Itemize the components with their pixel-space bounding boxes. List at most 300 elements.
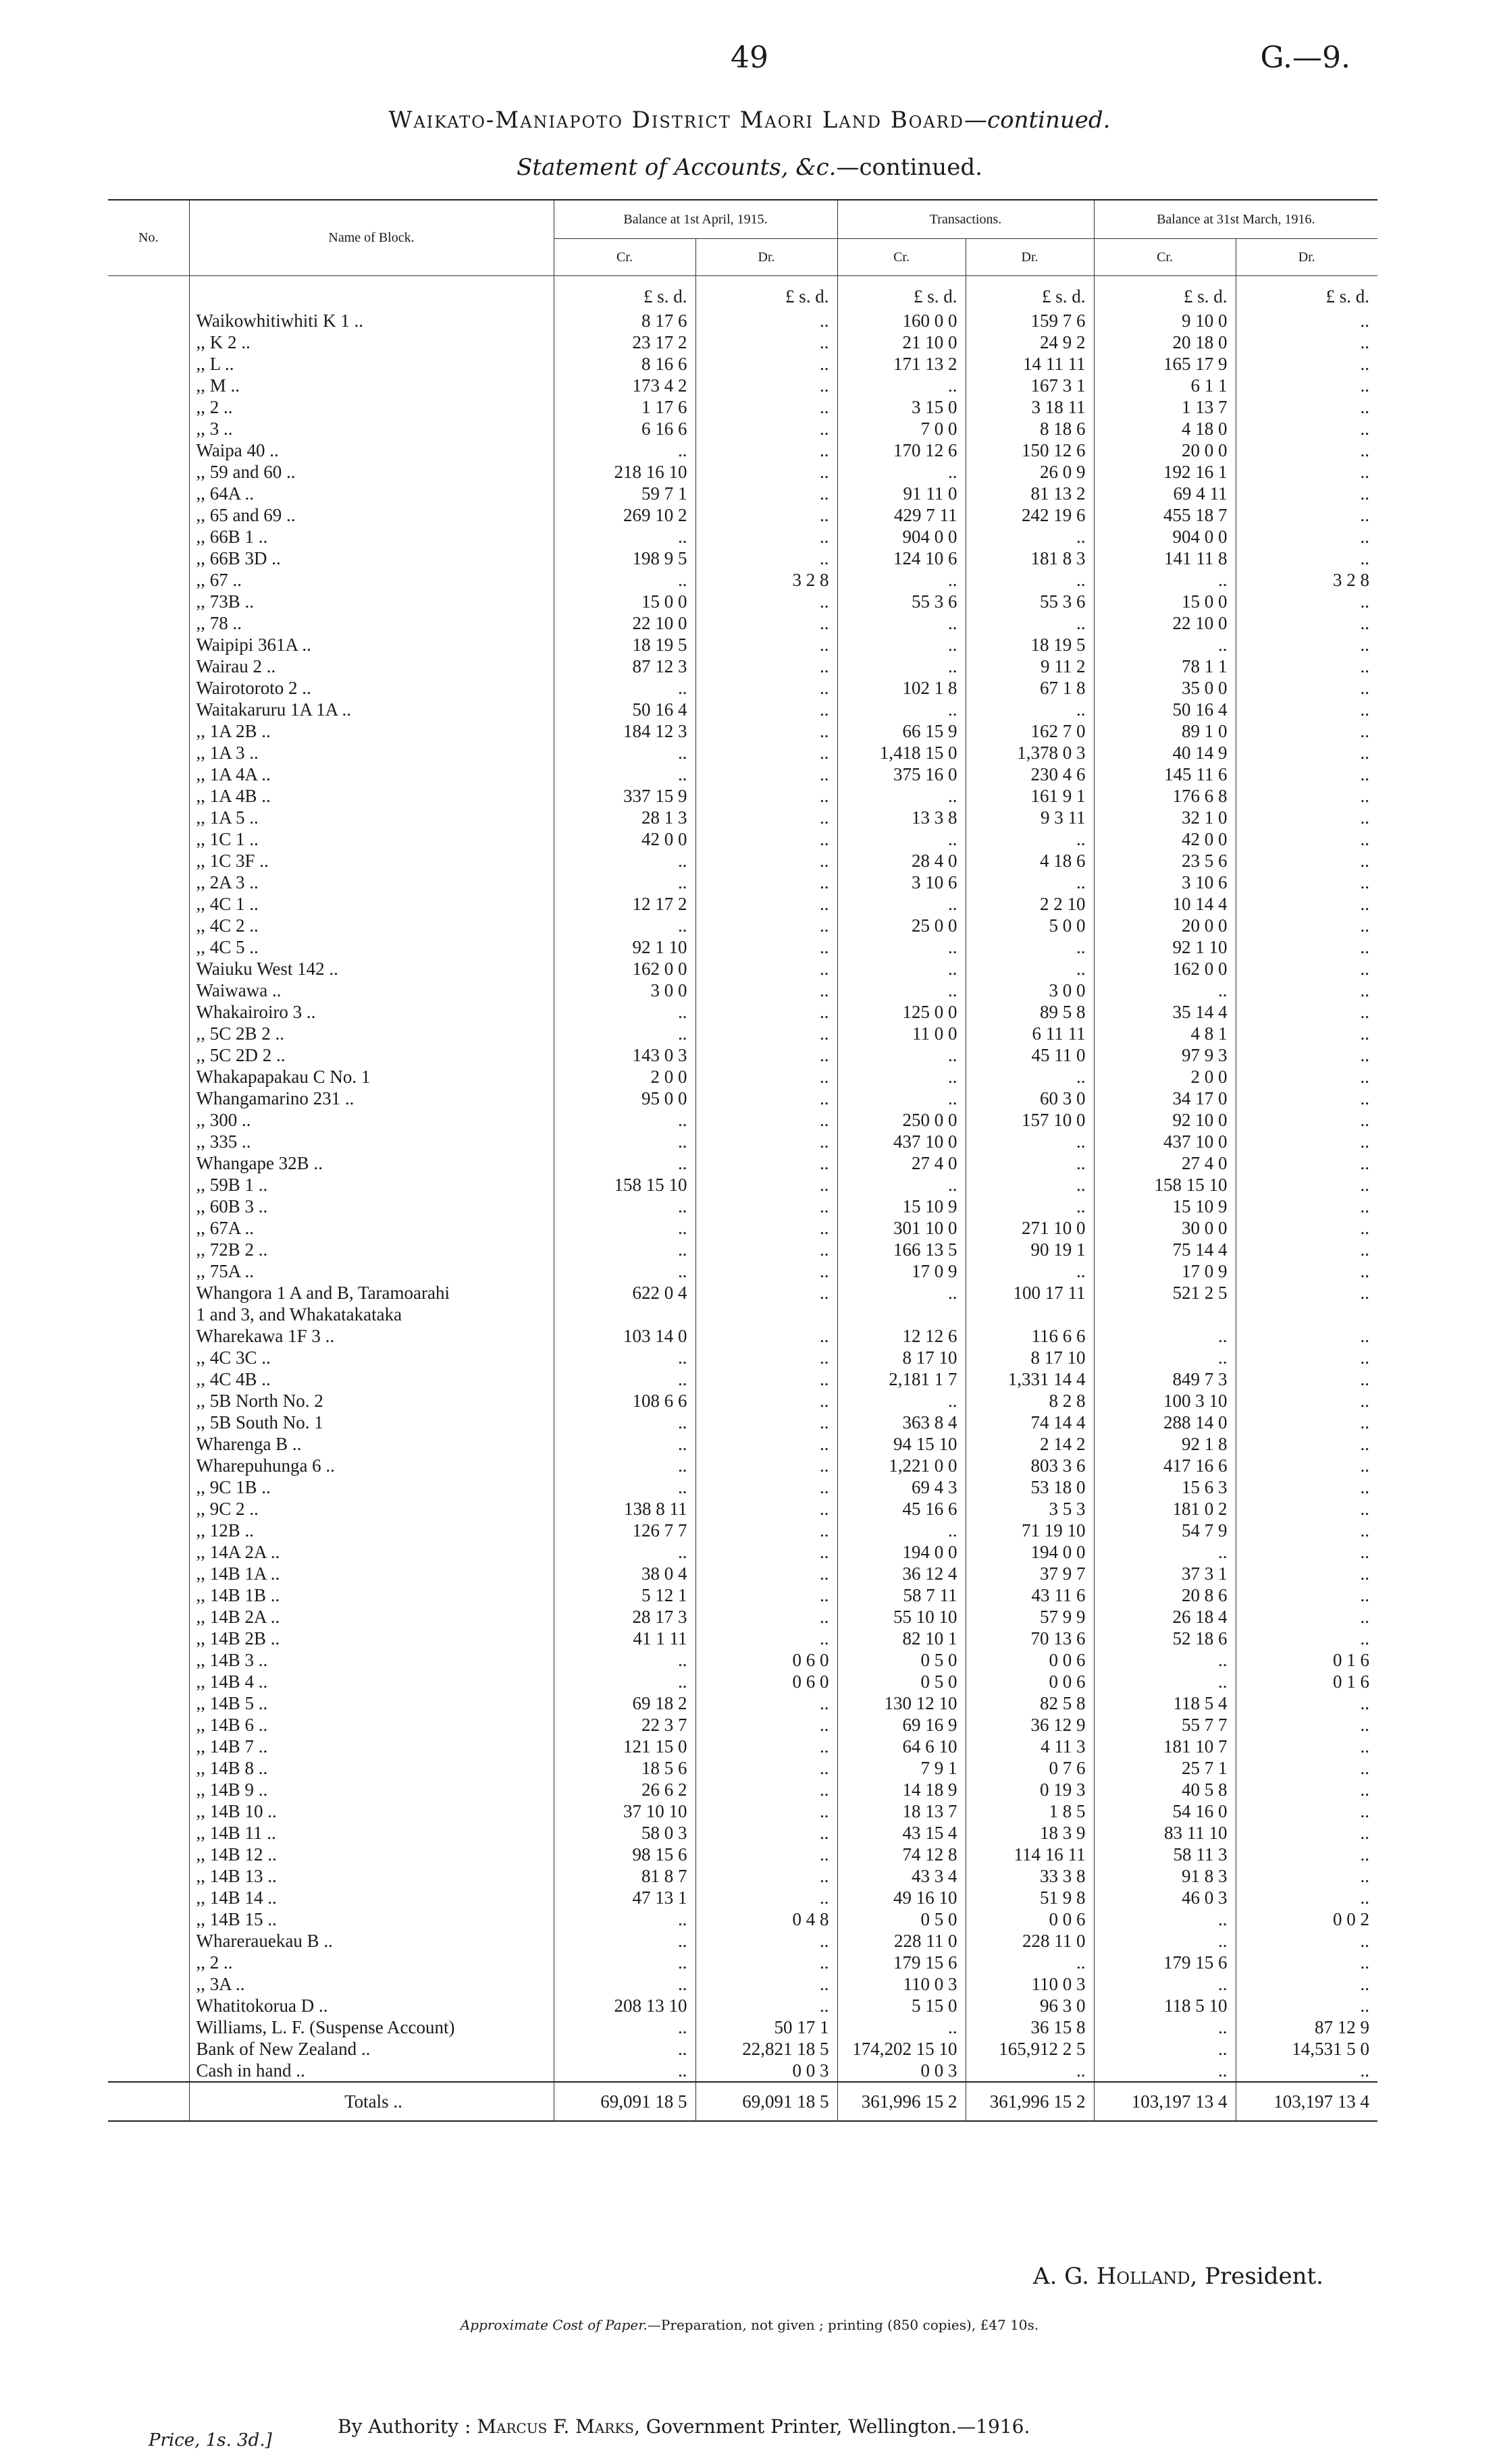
balance-1915-cr: 81 8 7 <box>554 1865 695 1887</box>
row-number-cell <box>108 1217 189 1239</box>
balance-1916-dr: .. <box>1360 1844 1370 1865</box>
balance-1916-dr: 87 12 9 <box>1315 2017 1370 2037</box>
balance-1915-cr: 41 1 11 <box>554 1628 695 1649</box>
block-name: ,, 14B 4 .. <box>189 1671 554 1692</box>
table-row <box>108 1131 1377 1152</box>
balance-1916-cr: 42 0 0 <box>1094 828 1236 850</box>
table-row <box>108 1001 1377 1023</box>
balance-1916-dr: .. <box>1360 1391 1370 1411</box>
balance-1916-dr: .. <box>1360 548 1370 568</box>
block-name: Wairau 2 .. <box>189 655 554 677</box>
balance-1916-dr: .. <box>1360 1736 1370 1757</box>
balance-1916-dr: .. <box>1360 1002 1370 1022</box>
header-1915-cr: Cr. <box>554 239 695 276</box>
row-number-cell <box>108 1757 189 1779</box>
row-number-cell <box>108 764 189 785</box>
balance-1915-dr: .. <box>695 1001 837 1023</box>
table-row <box>108 461 1377 483</box>
balance-1916-cr: 437 10 0 <box>1094 1131 1236 1152</box>
transactions-cr: 1,221 0 0 <box>837 1455 966 1476</box>
balance-1915-cr: .. <box>554 2016 695 2038</box>
table-row <box>108 1023 1377 1044</box>
row-number-cell <box>108 1541 189 1563</box>
block-name: ,, 4C 5 .. <box>189 936 554 958</box>
transactions-cr: 82 10 1 <box>837 1628 966 1649</box>
transactions-dr: 165,912 2 5 <box>966 2038 1094 2060</box>
block-name: Wharekawa 1F 3 .. <box>189 1325 554 1347</box>
transactions-dr: 9 3 11 <box>966 807 1094 828</box>
total-1916-dr: 103,197 13 4 <box>1236 2082 1377 2121</box>
balance-1915-cr: .. <box>554 1260 695 1282</box>
transactions-dr: 2 2 10 <box>966 893 1094 915</box>
total-trans-cr: 361,996 15 2 <box>837 2082 966 2121</box>
row-number-cell <box>108 634 189 655</box>
balance-1915-dr: .. <box>695 1973 837 1995</box>
balance-1916-dr: .. <box>1360 786 1370 806</box>
balance-1915-cr: .. <box>554 915 695 936</box>
header-1916-cr: Cr. <box>1094 239 1236 276</box>
transactions-cr: 2,181 1 7 <box>837 1368 966 1390</box>
balance-1915-dr: .. <box>695 915 837 936</box>
balance-1915-dr: .. <box>695 1368 837 1390</box>
balance-1915-dr: .. <box>695 1822 837 1844</box>
balance-1915-dr: 0 0 3 <box>695 2060 837 2082</box>
balance-1916-dr: .. <box>1360 851 1370 871</box>
block-name: Williams, L. F. (Suspense Account) <box>189 2016 554 2038</box>
row-number-cell <box>108 1865 189 1887</box>
block-name: ,, 14B 6 .. <box>189 1714 554 1736</box>
block-name: ,, 67A .. <box>189 1217 554 1239</box>
block-name: ,, 78 .. <box>189 612 554 634</box>
block-name: ,, 14B 2A .. <box>189 1606 554 1628</box>
transactions-cr: 170 12 6 <box>837 439 966 461</box>
block-name: ,, 14B 15 .. <box>189 1908 554 1930</box>
row-number-cell <box>108 1671 189 1692</box>
balance-1915-cr: .. <box>554 1217 695 1239</box>
balance-1916-cr: 22 10 0 <box>1094 612 1236 634</box>
header-balance-1916: Balance at 31st March, 1916. <box>1094 200 1377 239</box>
balance-1916-cr: 26 18 4 <box>1094 1606 1236 1628</box>
row-number-cell <box>108 375 189 396</box>
balance-1916-dr <box>1236 1304 1377 1325</box>
balance-1915-dr: .. <box>695 634 837 655</box>
page-title <box>0 107 1499 134</box>
balance-1915-dr: .. <box>695 1433 837 1455</box>
balance-1915-dr: 50 17 1 <box>695 2016 837 2038</box>
transactions-cr: 7 0 0 <box>837 418 966 439</box>
cost-note-text: —Preparation, not given ; printing (850 copies), £47 10s. <box>647 2317 1039 2333</box>
row-number-cell <box>108 1584 189 1606</box>
transactions-cr: 179 15 6 <box>837 1952 966 1973</box>
table-row <box>108 1628 1377 1649</box>
balance-1916-cr: 52 18 6 <box>1094 1628 1236 1649</box>
table-row <box>108 1433 1377 1455</box>
table-row <box>108 1714 1377 1736</box>
president-title: , President. <box>1190 2263 1323 2290</box>
balance-1916-cr: .. <box>1094 1649 1236 1671</box>
transactions-dr: 51 9 8 <box>966 1887 1094 1908</box>
transactions-dr: 8 2 8 <box>966 1390 1094 1412</box>
row-number-cell <box>108 1412 189 1433</box>
balance-1916-cr: .. <box>1094 1541 1236 1563</box>
balance-1916-dr: .. <box>1360 1715 1370 1735</box>
row-number-cell <box>108 1800 189 1822</box>
table-row <box>108 1671 1377 1692</box>
table-row <box>108 699 1377 720</box>
balance-1916-dr: .. <box>1360 1779 1370 1800</box>
row-number-cell <box>108 742 189 764</box>
balance-1916-cr: 75 14 4 <box>1094 1239 1236 1260</box>
balance-1916-dr: .. <box>1360 764 1370 784</box>
row-number-cell <box>108 1476 189 1498</box>
balance-1916-dr: .. <box>1360 721 1370 741</box>
block-name: Whakairoiro 3 .. <box>189 1001 554 1023</box>
table-row <box>108 980 1377 1001</box>
balance-1915-cr: 58 0 3 <box>554 1822 695 1844</box>
table-row <box>108 1325 1377 1347</box>
table-row <box>108 915 1377 936</box>
row-number-cell <box>108 1023 189 1044</box>
transactions-cr: 28 4 0 <box>837 850 966 872</box>
balance-1915-cr: .. <box>554 1196 695 1217</box>
block-name: ,, 14B 9 .. <box>189 1779 554 1800</box>
balance-1915-dr: .. <box>695 1563 837 1584</box>
block-name: 1 and 3, and Whakatakataka <box>189 1304 554 1325</box>
balance-1916-dr: .. <box>1360 1455 1370 1476</box>
balance-1916-cr: 55 7 7 <box>1094 1714 1236 1736</box>
balance-1915-dr: .. <box>695 1628 837 1649</box>
balance-1916-cr: .. <box>1094 1325 1236 1347</box>
transactions-dr: 0 19 3 <box>966 1779 1094 1800</box>
balance-1916-dr: .. <box>1360 397 1370 417</box>
balance-1916-cr: 6 1 1 <box>1094 375 1236 396</box>
table-row <box>108 1649 1377 1671</box>
block-name: Waiuku West 142 .. <box>189 958 554 980</box>
balance-1916-dr: .. <box>1360 1801 1370 1821</box>
balance-1916-dr: .. <box>1360 1952 1370 1973</box>
table-row <box>108 1368 1377 1390</box>
balance-1915-cr: 50 16 4 <box>554 699 695 720</box>
block-name: ,, M .. <box>189 375 554 396</box>
transactions-dr: 96 3 0 <box>966 1995 1094 2016</box>
header-trans-cr: Cr. <box>837 239 966 276</box>
balance-1915-dr: .. <box>695 375 837 396</box>
balance-1915-dr: .. <box>695 1692 837 1714</box>
block-name: ,, L .. <box>189 353 554 375</box>
balance-1915-cr: .. <box>554 1455 695 1476</box>
balance-1916-dr: .. <box>1360 1369 1370 1389</box>
transactions-dr: 3 18 11 <box>966 396 1094 418</box>
transactions-dr: .. <box>966 828 1094 850</box>
balance-1916-cr: 904 0 0 <box>1094 526 1236 547</box>
transactions-cr: 171 13 2 <box>837 353 966 375</box>
transactions-cr: .. <box>837 936 966 958</box>
balance-1916-cr: .. <box>1094 2038 1236 2060</box>
block-name: ,, 14A 2A .. <box>189 1541 554 1563</box>
transactions-dr: .. <box>966 958 1094 980</box>
row-number-cell <box>108 1930 189 1952</box>
transactions-cr: .. <box>837 893 966 915</box>
table-row <box>108 591 1377 612</box>
balance-1915-cr: 38 0 4 <box>554 1563 695 1584</box>
balance-1916-dr: .. <box>1360 1542 1370 1562</box>
transactions-cr: 17 0 9 <box>837 1260 966 1282</box>
balance-1916-dr: 14,531 5 0 <box>1292 2039 1370 2059</box>
row-number-cell <box>108 1325 189 1347</box>
transactions-dr: 74 14 4 <box>966 1412 1094 1433</box>
block-name: Wharepuhunga 6 .. <box>189 1455 554 1476</box>
balance-1915-cr: .. <box>554 742 695 764</box>
balance-1915-dr: .. <box>695 958 837 980</box>
transactions-dr: 0 7 6 <box>966 1757 1094 1779</box>
subtitle-text: Statement of Accounts, &c. <box>517 154 837 181</box>
transactions-cr: 91 11 0 <box>837 483 966 504</box>
block-name: Wharenga B .. <box>189 1433 554 1455</box>
block-name: ,, 14B 7 .. <box>189 1736 554 1757</box>
units-label: £ s. d. <box>1094 276 1236 311</box>
row-number-cell <box>108 1001 189 1023</box>
block-name: Cash in hand .. <box>189 2060 554 2082</box>
balance-1915-dr: .. <box>695 504 837 526</box>
table-row <box>108 375 1377 396</box>
table-row <box>108 1520 1377 1541</box>
balance-1915-dr: .. <box>695 1174 837 1196</box>
table-row <box>108 677 1377 699</box>
balance-1915-dr: .. <box>695 1714 837 1736</box>
transactions-cr: 125 0 0 <box>837 1001 966 1023</box>
block-name: ,, 4C 1 .. <box>189 893 554 915</box>
balance-1916-dr: .. <box>1360 1110 1370 1130</box>
balance-1916-dr: .. <box>1360 1283 1370 1303</box>
balance-1916-dr: .. <box>1360 1218 1370 1238</box>
balance-1915-dr: .. <box>695 1088 837 1109</box>
transactions-dr: 81 13 2 <box>966 483 1094 504</box>
table-row <box>108 1736 1377 1757</box>
transactions-cr: 55 3 6 <box>837 591 966 612</box>
table-row <box>108 526 1377 547</box>
transactions-dr: 2 14 2 <box>966 1433 1094 1455</box>
balance-1916-cr: 40 5 8 <box>1094 1779 1236 1800</box>
balance-1916-cr: 9 10 0 <box>1094 310 1236 331</box>
balance-1915-cr: 47 13 1 <box>554 1887 695 1908</box>
row-number-cell <box>108 1736 189 1757</box>
balance-1916-cr: 91 8 3 <box>1094 1865 1236 1887</box>
table-row <box>108 1412 1377 1433</box>
transactions-dr: 6 11 11 <box>966 1023 1094 1044</box>
table-row <box>108 1109 1377 1131</box>
transactions-cr: 174,202 15 10 <box>837 2038 966 2060</box>
row-number-cell <box>108 612 189 634</box>
transactions-cr: .. <box>837 1174 966 1196</box>
balance-1916-dr: .. <box>1360 829 1370 849</box>
block-name: Wairotoroto 2 .. <box>189 677 554 699</box>
transactions-dr: 8 18 6 <box>966 418 1094 439</box>
block-name: ,, 65 and 69 .. <box>189 504 554 526</box>
row-number-cell <box>108 1714 189 1736</box>
transactions-dr: 8 17 10 <box>966 1347 1094 1368</box>
table-row <box>108 1152 1377 1174</box>
balance-1916-dr: .. <box>1360 1088 1370 1108</box>
transactions-dr: 24 9 2 <box>966 331 1094 353</box>
units-row <box>108 276 1377 311</box>
transactions-dr: 36 12 9 <box>966 1714 1094 1736</box>
table-row <box>108 1973 1377 1995</box>
block-name: ,, 3A .. <box>189 1973 554 1995</box>
block-name: ,, 3 .. <box>189 418 554 439</box>
balance-1915-dr: .. <box>695 1044 837 1066</box>
transactions-dr: 100 17 11 <box>966 1282 1094 1304</box>
balance-1916-cr: 30 0 0 <box>1094 1217 1236 1239</box>
block-name: ,, 5B North No. 2 <box>189 1390 554 1412</box>
balance-1915-cr: 158 15 10 <box>554 1174 695 1196</box>
block-name: Wharerauekau B .. <box>189 1930 554 1952</box>
table-row <box>108 483 1377 504</box>
balance-1916-cr: 20 0 0 <box>1094 915 1236 936</box>
balance-1915-dr: .. <box>695 1541 837 1563</box>
block-name: Whakapapakau C No. 1 <box>189 1066 554 1088</box>
transactions-cr: .. <box>837 569 966 591</box>
balance-1915-cr: 59 7 1 <box>554 483 695 504</box>
page-number: 49 <box>731 41 768 75</box>
transactions-dr: 161 9 1 <box>966 785 1094 807</box>
balance-1916-dr: 0 1 6 <box>1333 1650 1370 1670</box>
balance-1915-dr: .. <box>695 1995 837 2016</box>
block-name: ,, K 2 .. <box>189 331 554 353</box>
balance-1916-dr: .. <box>1360 1175 1370 1195</box>
block-name: ,, 14B 1A .. <box>189 1563 554 1584</box>
balance-1915-dr: .. <box>695 591 837 612</box>
balance-1916-cr: 20 8 6 <box>1094 1584 1236 1606</box>
transactions-dr: 242 19 6 <box>966 504 1094 526</box>
transactions-dr: 18 19 5 <box>966 634 1094 655</box>
balance-1915-dr: .. <box>695 1757 837 1779</box>
transactions-cr: 49 16 10 <box>837 1887 966 1908</box>
table-row <box>108 504 1377 526</box>
row-number-cell <box>108 1196 189 1217</box>
balance-1916-dr: .. <box>1360 2060 1370 2081</box>
balance-1915-cr: .. <box>554 1541 695 1563</box>
transactions-cr: 5 15 0 <box>837 1995 966 2016</box>
balance-1915-cr: .. <box>554 1930 695 1952</box>
president-signature <box>1033 2263 1323 2290</box>
balance-1916-dr: .. <box>1360 656 1370 676</box>
table-row <box>108 1822 1377 1844</box>
block-name: ,, 67 .. <box>189 569 554 591</box>
row-number-cell <box>108 461 189 483</box>
units-label: £ s. d. <box>837 276 966 311</box>
balance-1915-dr: .. <box>695 1260 837 1282</box>
transactions-dr: .. <box>966 1260 1094 1282</box>
row-number-cell <box>108 958 189 980</box>
balance-1916-cr: 58 11 3 <box>1094 1844 1236 1865</box>
balance-1916-cr: 10 14 4 <box>1094 893 1236 915</box>
transactions-cr: .. <box>837 1390 966 1412</box>
transactions-dr: .. <box>966 1152 1094 1174</box>
block-name: Waitakaruru 1A 1A .. <box>189 699 554 720</box>
table-row <box>108 1995 1377 2016</box>
balance-1916-cr: 78 1 1 <box>1094 655 1236 677</box>
balance-1916-cr: 181 0 2 <box>1094 1498 1236 1520</box>
row-number-cell <box>108 1109 189 1131</box>
balance-1915-cr: .. <box>554 1412 695 1433</box>
balance-1916-cr: 27 4 0 <box>1094 1152 1236 1174</box>
transactions-cr: 110 0 3 <box>837 1973 966 1995</box>
transactions-dr: .. <box>966 569 1094 591</box>
transactions-dr: 9 11 2 <box>966 655 1094 677</box>
transactions-dr: 110 0 3 <box>966 1973 1094 1995</box>
balance-1916-cr <box>1094 1304 1236 1325</box>
row-number-cell <box>108 1973 189 1995</box>
block-name: ,, 14B 1B .. <box>189 1584 554 1606</box>
balance-1915-dr: .. <box>695 612 837 634</box>
balance-1916-cr: .. <box>1094 2060 1236 2082</box>
balance-1915-cr: 98 15 6 <box>554 1844 695 1865</box>
row-number-cell <box>108 483 189 504</box>
header-1915-dr: Dr. <box>695 239 837 276</box>
balance-1915-dr: .. <box>695 1800 837 1822</box>
balance-1915-cr: .. <box>554 1001 695 1023</box>
row-number-cell <box>108 1649 189 1671</box>
balance-1916-cr: 34 17 0 <box>1094 1088 1236 1109</box>
units-label: £ s. d. <box>966 276 1094 311</box>
header-name-of-block: Name of Block. <box>189 200 554 276</box>
transactions-dr: 4 11 3 <box>966 1736 1094 1757</box>
balance-1915-cr: 18 5 6 <box>554 1757 695 1779</box>
table-row <box>108 1584 1377 1606</box>
row-number-cell <box>108 1563 189 1584</box>
block-name: ,, 14B 2B .. <box>189 1628 554 1649</box>
balance-1915-cr: .. <box>554 1152 695 1174</box>
president-surname: Holland <box>1096 2263 1190 2290</box>
transactions-cr: .. <box>837 699 966 720</box>
block-name: ,, 4C 3C .. <box>189 1347 554 1368</box>
transactions-dr: 3 0 0 <box>966 980 1094 1001</box>
balance-1916-cr: 179 15 6 <box>1094 1952 1236 1973</box>
table-row <box>108 893 1377 915</box>
block-name: Whatitokorua D .. <box>189 1995 554 2016</box>
row-number-cell <box>108 1347 189 1368</box>
balance-1915-cr: .. <box>554 850 695 872</box>
transactions-cr: 69 4 3 <box>837 1476 966 1498</box>
table-row <box>108 1606 1377 1628</box>
balance-1915-cr: .. <box>554 1952 695 1973</box>
balance-1915-cr: .. <box>554 1671 695 1692</box>
row-number-cell <box>108 1174 189 1196</box>
transactions-dr: .. <box>966 1952 1094 1973</box>
balance-1915-cr: .. <box>554 1131 695 1152</box>
balance-1916-cr: 20 18 0 <box>1094 331 1236 353</box>
transactions-cr: 58 7 11 <box>837 1584 966 1606</box>
transactions-dr: 116 6 6 <box>966 1325 1094 1347</box>
balance-1915-cr: .. <box>554 677 695 699</box>
transactions-dr: 1,378 0 3 <box>966 742 1094 764</box>
balance-1916-cr: 50 16 4 <box>1094 699 1236 720</box>
balance-1915-cr: 42 0 0 <box>554 828 695 850</box>
balance-1916-dr: .. <box>1360 505 1370 525</box>
balance-1916-dr: .. <box>1360 527 1370 547</box>
table-row <box>108 828 1377 850</box>
block-name: ,, 14B 3 .. <box>189 1649 554 1671</box>
transactions-dr: 167 3 1 <box>966 375 1094 396</box>
row-number-cell <box>108 828 189 850</box>
transactions-cr: 11 0 0 <box>837 1023 966 1044</box>
balance-1916-cr: 15 10 9 <box>1094 1196 1236 1217</box>
transactions-cr: 14 18 9 <box>837 1779 966 1800</box>
block-name: ,, 1C 1 .. <box>189 828 554 850</box>
transactions-dr: 70 13 6 <box>966 1628 1094 1649</box>
block-name: ,, 1A 3 .. <box>189 742 554 764</box>
balance-1915-dr: .. <box>695 461 837 483</box>
